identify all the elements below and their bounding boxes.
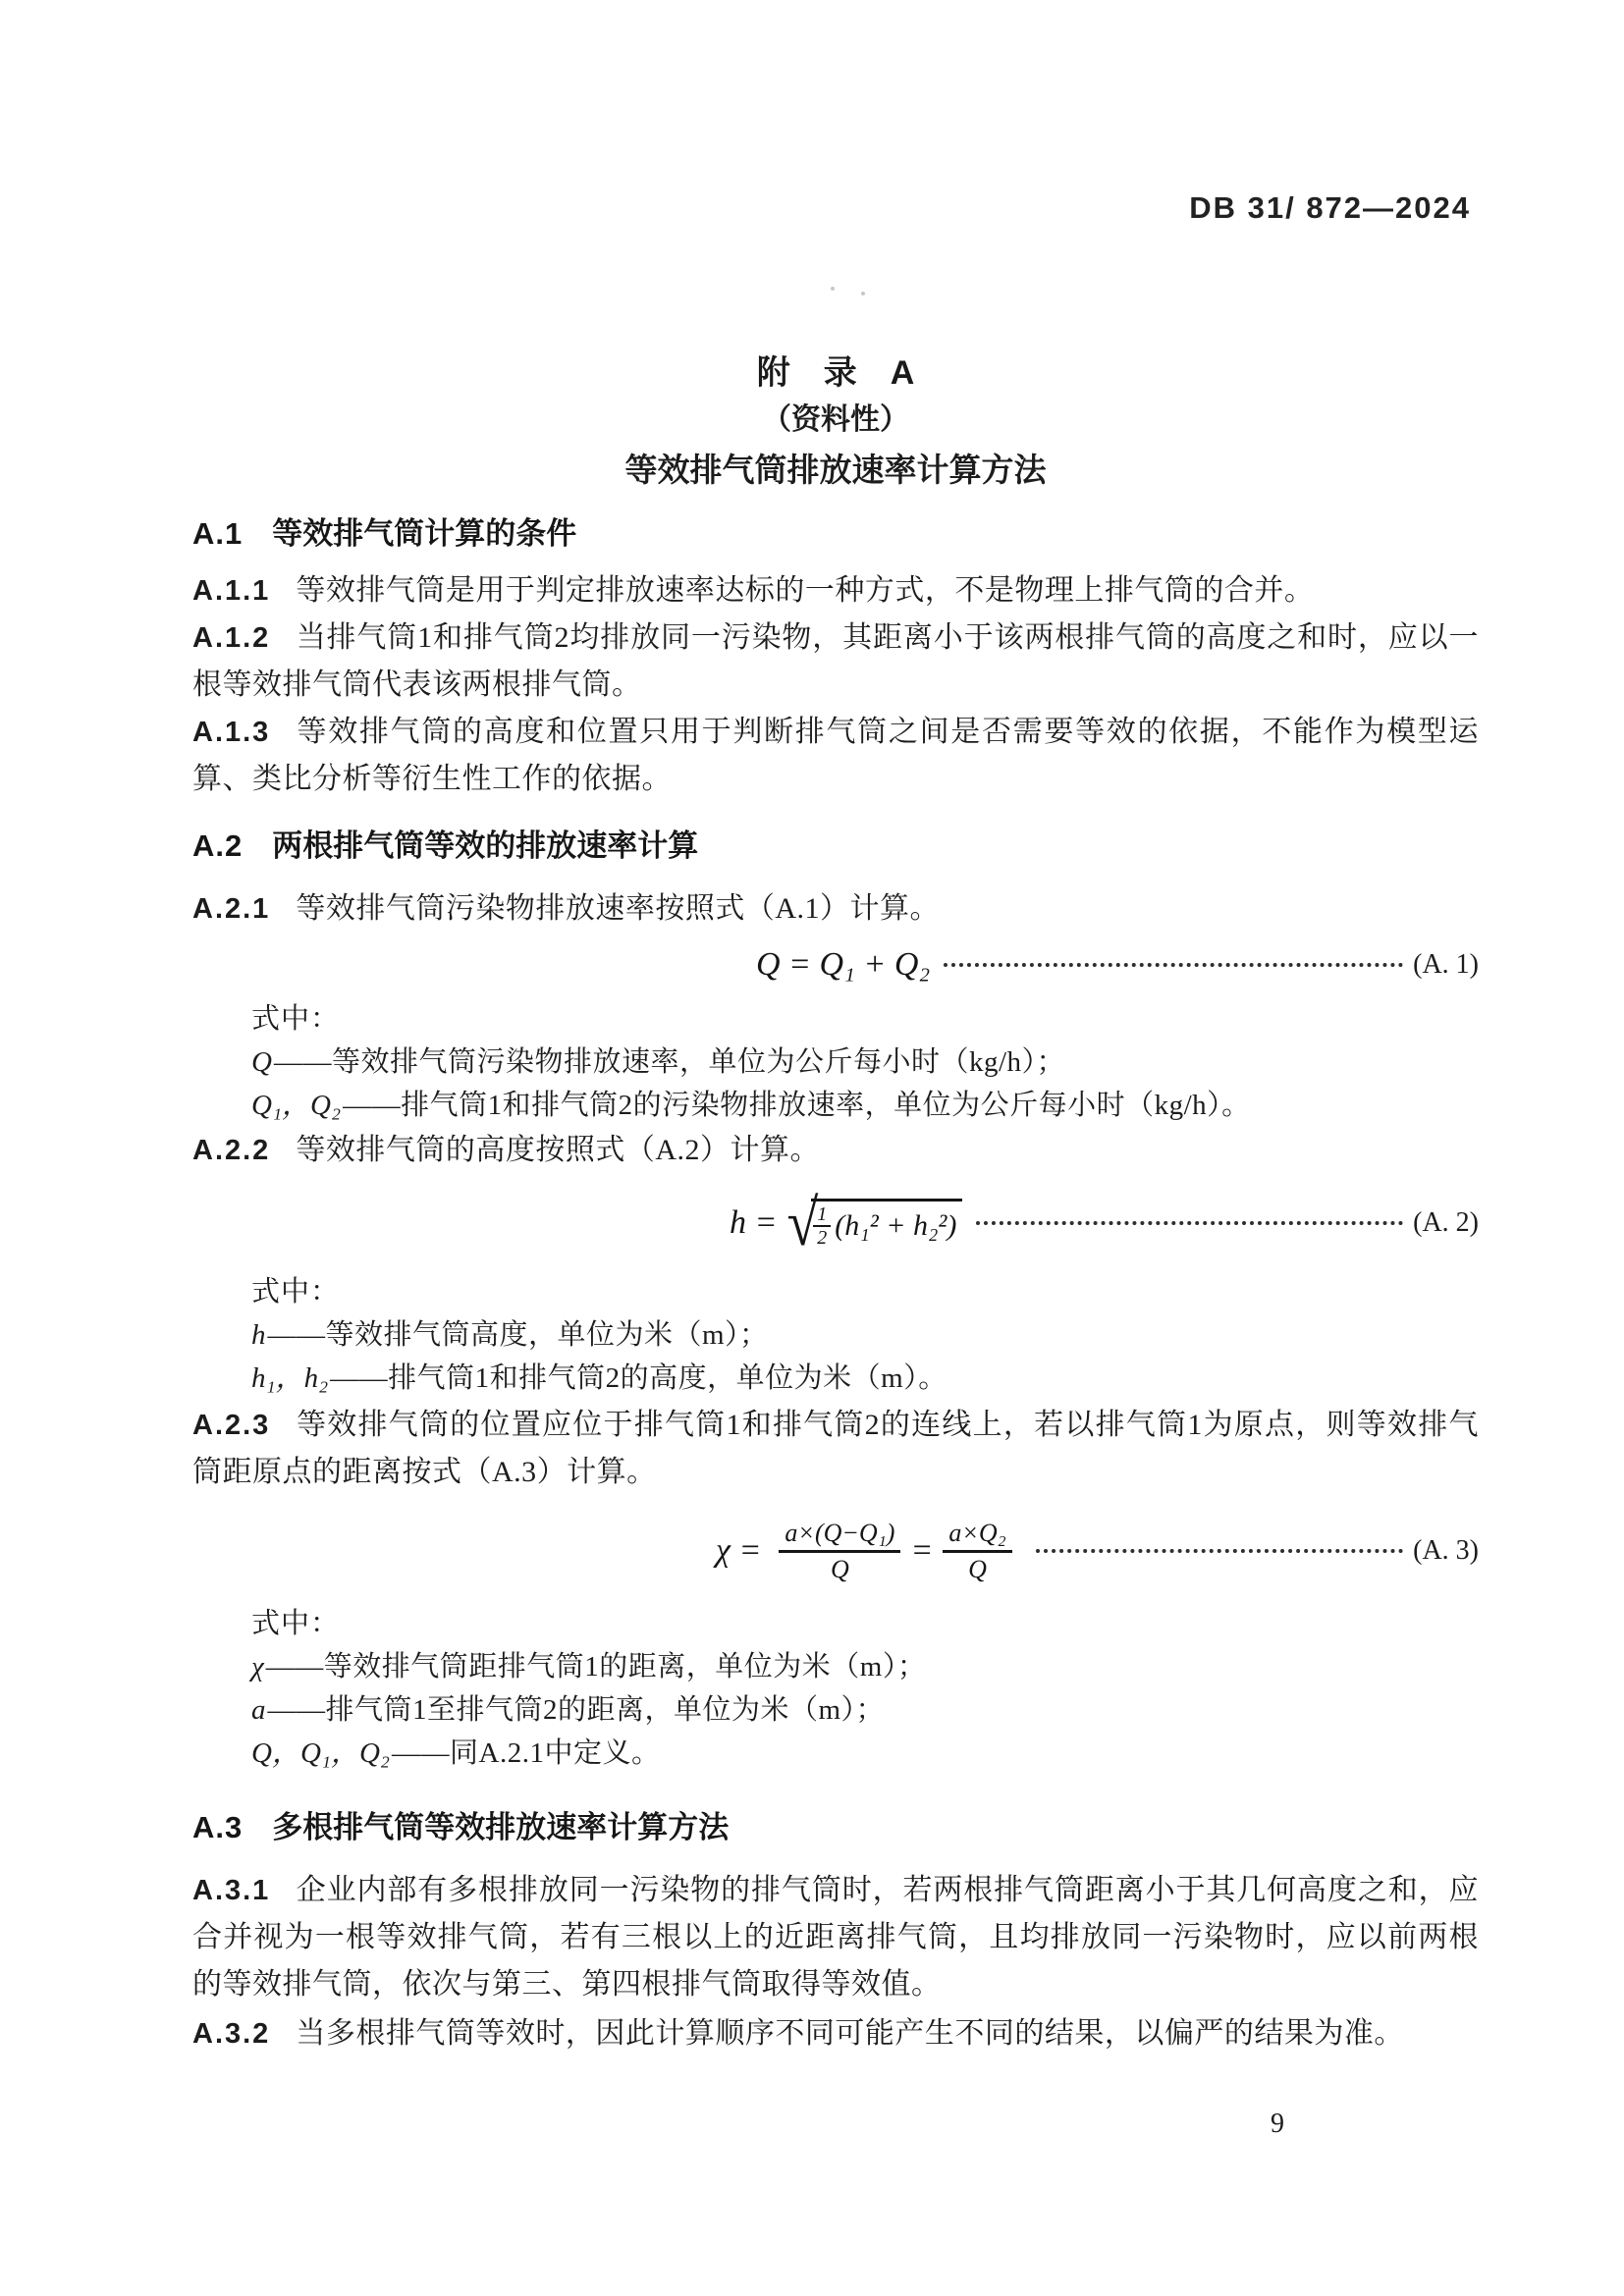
clause-a2-3 — [192, 1402, 1479, 1496]
definition-q — [251, 1041, 1479, 1084]
definition-text: ——排气筒1和排气筒2的污染物排放速率，单位为公斤每小时（kg/h）。 — [343, 1090, 1251, 1121]
symbol: χ — [251, 1651, 264, 1682]
radicand-group — [811, 1199, 962, 1248]
clause-text: 当排气筒1和排气筒2均排放同一污染物，其距离小于该两根排气筒的高度之和时，应以一根等效排气筒代表该两根排气筒。 — [192, 621, 1479, 701]
fraction-numerator: a×Q₂ — [943, 1519, 1011, 1553]
clause-text: 等效排气筒是用于判定排放速率达标的一种方式，不是物理上排气筒的合并。 — [296, 574, 1315, 607]
fraction-denominator: Q — [968, 1554, 987, 1583]
formula-a2-lhs: h = — [730, 1204, 778, 1241]
formula-a3-lhs: χ = — [716, 1532, 762, 1569]
fraction-2 — [943, 1519, 1011, 1584]
page-number: 9 — [1271, 2109, 1284, 2139]
fraction-denominator: Q — [831, 1554, 849, 1583]
where-intro: 式中： — [251, 1608, 341, 1639]
definition-text: ——排气筒1至排气筒2的距离，单位为米（m）； — [267, 1694, 886, 1726]
clause-text: 等效排气筒的高度和位置只用于判断排气筒之间是否需要等效的依据，不能作为模型运算、类比分析等衍生性工作的依据。 — [192, 716, 1479, 795]
formula-a1-label: (A. 1) — [1413, 949, 1479, 980]
appendix-subtitle: 等效排气筒排放速率计算方法 — [624, 452, 1047, 488]
formula-a3-expression — [716, 1519, 1022, 1584]
symbol: h — [251, 1319, 266, 1351]
dot-leader — [944, 963, 1403, 967]
clause-a1-2 — [192, 614, 1479, 709]
clause-label: A.1.2 — [192, 622, 271, 654]
fraction-numerator: 1 — [813, 1204, 831, 1227]
where-block-3 — [192, 1602, 1479, 1775]
clause-a1-1 — [192, 567, 1479, 614]
where-intro: 式中： — [251, 1276, 341, 1308]
definition-text: ——等效排气筒高度，单位为米（m）； — [267, 1319, 769, 1351]
page-content — [192, 0, 1479, 2057]
definition-text: ——等效排气筒污染物排放速率，单位为公斤每小时（kg/h）； — [273, 1046, 1066, 1078]
clause-label: A.3.2 — [192, 2018, 271, 2050]
definition-text: ——排气筒1和排气筒2的高度，单位为米（m）。 — [330, 1362, 947, 1394]
formula-a2-expression — [730, 1186, 962, 1259]
section-number-a2: A.2 — [192, 828, 244, 863]
definition-q-q1-q2 — [251, 1732, 1479, 1775]
clause-text: 企业内部有多根排放同一污染物的排气筒时，若两根排气筒距离小于其几何高度之和，应合并视为一根等效排气筒，若有三根以上的近距离排气筒，且均排放同一污染物时，应以前两根的等效排气筒，依次与第三、第四根排气筒取得等效值。 — [192, 1874, 1479, 2001]
fraction-numerator: a×(Q−Q₁) — [779, 1519, 900, 1553]
where-block-1 — [192, 997, 1479, 1127]
clause-label: A.2.3 — [192, 1410, 271, 1441]
equals-sign: = — [910, 1532, 934, 1569]
clause-text: 等效排气筒的位置应位于排气筒1和排气筒2的连线上，若以排气筒1为原点，则等效排气筒距原点的距离按式（A.3）计算。 — [192, 1409, 1479, 1488]
clause-a2-1 — [192, 885, 1479, 933]
definition-q1-q2 — [251, 1084, 1479, 1127]
appendix-informative-label: （资料性） — [762, 403, 909, 436]
formula-a2 — [192, 1184, 1479, 1262]
radical-sign: √ — [786, 1186, 819, 1259]
appendix-title: 附 录 A — [756, 354, 915, 392]
clause-a3-2 — [192, 2010, 1479, 2057]
clause-text: 等效排气筒的高度按照式（A.2）计算。 — [296, 1134, 820, 1166]
symbol: a — [251, 1694, 266, 1726]
clause-label: A.3.1 — [192, 1875, 271, 1906]
dot-leader — [976, 1221, 1403, 1225]
symbol: h₁，h₂ — [251, 1362, 329, 1394]
symbol: Q₁，Q₂ — [251, 1090, 342, 1121]
symbol: Q，Q₁，Q₂ — [251, 1737, 390, 1769]
clause-a3-1 — [192, 1867, 1479, 2008]
symbol: Q — [251, 1046, 272, 1078]
clause-label: A.1.1 — [192, 575, 271, 607]
formula-a3-label: (A. 3) — [1413, 1535, 1479, 1566]
definition-h1-h2 — [251, 1357, 1479, 1400]
formula-a3 — [192, 1510, 1479, 1592]
dot-leader — [1036, 1549, 1403, 1553]
formula-a1 — [192, 938, 1479, 991]
section-title-a3: 多根排气筒等效排放速率计算方法 — [272, 1810, 730, 1844]
definition-text: ——等效排气筒距排气筒1的距离，单位为米（m）； — [265, 1651, 927, 1682]
definition-a — [251, 1688, 1479, 1732]
where-block-2 — [192, 1270, 1479, 1400]
where-intro: 式中： — [251, 1003, 341, 1035]
fraction-denominator: 2 — [817, 1227, 828, 1249]
section-number-a3: A.3 — [192, 1810, 244, 1844]
clause-text: 等效排气筒污染物排放速率按照式（A.1）计算。 — [296, 892, 940, 925]
clause-a2-2 — [192, 1127, 1479, 1174]
clause-label: A.2.1 — [192, 893, 271, 925]
doc-number: DB 31/ 872—2024 — [1189, 190, 1471, 225]
definition-chi — [251, 1645, 1479, 1688]
formula-a1-expression: Q = Q₁ + Q₂ — [756, 946, 931, 983]
section-heading-a1 — [192, 510, 1479, 558]
clause-a1-3 — [192, 709, 1479, 803]
fraction-1 — [779, 1519, 900, 1584]
clause-label: A.2.2 — [192, 1135, 271, 1166]
radicand: (h₁² + h₂²) — [835, 1209, 957, 1242]
section-heading-a3 — [192, 1804, 1479, 1851]
section-title-a1: 等效排气筒计算的条件 — [272, 516, 577, 551]
clause-label: A.1.3 — [192, 717, 271, 748]
section-title-a2: 两根排气筒等效的排放速率计算 — [272, 828, 699, 863]
formula-a2-label: (A. 2) — [1413, 1207, 1479, 1238]
section-number-a1: A.1 — [192, 516, 244, 551]
clause-text: 当多根排气筒等效时，因此计算顺序不同可能产生不同的结果，以偏严的结果为准。 — [296, 2017, 1404, 2050]
definition-h — [251, 1313, 1479, 1357]
definition-text: ——同A.2.1中定义。 — [392, 1737, 661, 1769]
section-heading-a2 — [192, 823, 1479, 870]
section-a1-body — [192, 567, 1479, 803]
